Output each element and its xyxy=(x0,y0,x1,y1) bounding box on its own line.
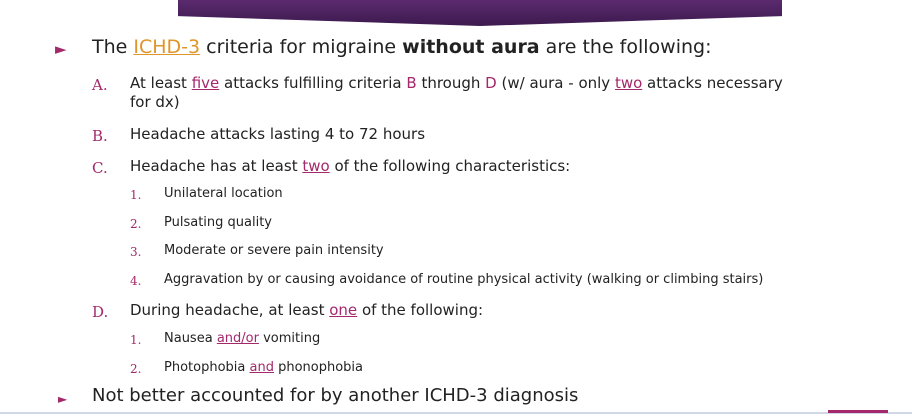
triangle-bullet-icon: ► xyxy=(55,40,67,58)
d-item-2-and: and xyxy=(249,360,274,375)
triangle-bullet-icon: ► xyxy=(58,392,68,406)
criterion-b-text: Headache attacks lasting 4 to 72 hours xyxy=(130,125,426,143)
criteria-heading xyxy=(92,36,712,58)
d-item-1-post: vomiting xyxy=(258,331,321,346)
c-item-2-number: 2. xyxy=(130,217,142,231)
criterion-d-t1: During headache, at least xyxy=(130,301,330,319)
criterion-c-t2: of the following characteristics: xyxy=(329,157,571,175)
title-decoration-band xyxy=(178,0,782,26)
heading-text-mid: criteria for migraine xyxy=(200,36,403,58)
c-item-4-number: 4. xyxy=(130,274,142,288)
criterion-c-t1: Headache has at least xyxy=(130,157,303,175)
criterion-b-marker: B. xyxy=(92,127,108,145)
criterion-c-two: two xyxy=(302,157,330,175)
criterion-d-text xyxy=(130,301,483,320)
c-item-3-number: 3. xyxy=(130,245,142,259)
c-item-1-number: 1. xyxy=(130,188,142,202)
footer-divider xyxy=(0,412,912,414)
d-item-2-number: 2. xyxy=(130,362,142,376)
d-item-1-pre: Nausea xyxy=(164,331,217,346)
c-item-1-text: Unilateral location xyxy=(164,186,283,201)
criterion-a-t1: At least xyxy=(130,74,192,92)
c-item-2-text: Pulsating quality xyxy=(164,215,273,230)
c-item-4-text: Aggravation by or causing avoidance of routine physical activity (walking or climbing stairs) xyxy=(164,272,764,287)
footer-accent-mark xyxy=(828,410,888,413)
criterion-c-marker: C. xyxy=(92,159,108,177)
criterion-a-marker: A. xyxy=(92,76,108,94)
criterion-d-one: one xyxy=(329,301,358,319)
heading-text-post: are the following: xyxy=(539,36,712,58)
criterion-a-five: five xyxy=(191,74,220,92)
c-item-3-text: Moderate or severe pain intensity xyxy=(164,243,384,258)
d-item-1-number: 1. xyxy=(130,333,142,347)
criterion-a-two: two xyxy=(614,74,643,92)
d-item-2-pre: Photophobia xyxy=(164,360,250,375)
criterion-a-text-line2: for dx) xyxy=(130,93,180,111)
criterion-d-marker: D. xyxy=(92,303,109,321)
heading-text-pre: The xyxy=(92,36,134,58)
criterion-a-t3: through xyxy=(416,74,486,92)
ichd3-link[interactable]: ICHD-3 xyxy=(133,36,201,58)
d-item-1-text xyxy=(164,331,320,346)
criterion-a-t4: (w/ aura - only xyxy=(496,74,615,92)
criterion-a-ref-b: B xyxy=(406,74,417,92)
criterion-a-ref-d: D xyxy=(485,74,497,92)
differential-bullet-text: Not better accounted for by another ICHD-3 diagnosis xyxy=(92,385,579,406)
criterion-a-text xyxy=(130,74,783,93)
criterion-a-t5: attacks necessary xyxy=(642,74,783,92)
criterion-d-t2: of the following: xyxy=(357,301,484,319)
criterion-c-text xyxy=(130,157,570,176)
d-item-2-text xyxy=(164,360,363,375)
d-item-2-post: phonophobia xyxy=(273,360,364,375)
heading-bold-text: without aura xyxy=(402,36,540,58)
d-item-1-andor: and/or xyxy=(216,331,259,346)
criterion-a-t2: attacks fulfilling criteria xyxy=(219,74,407,92)
